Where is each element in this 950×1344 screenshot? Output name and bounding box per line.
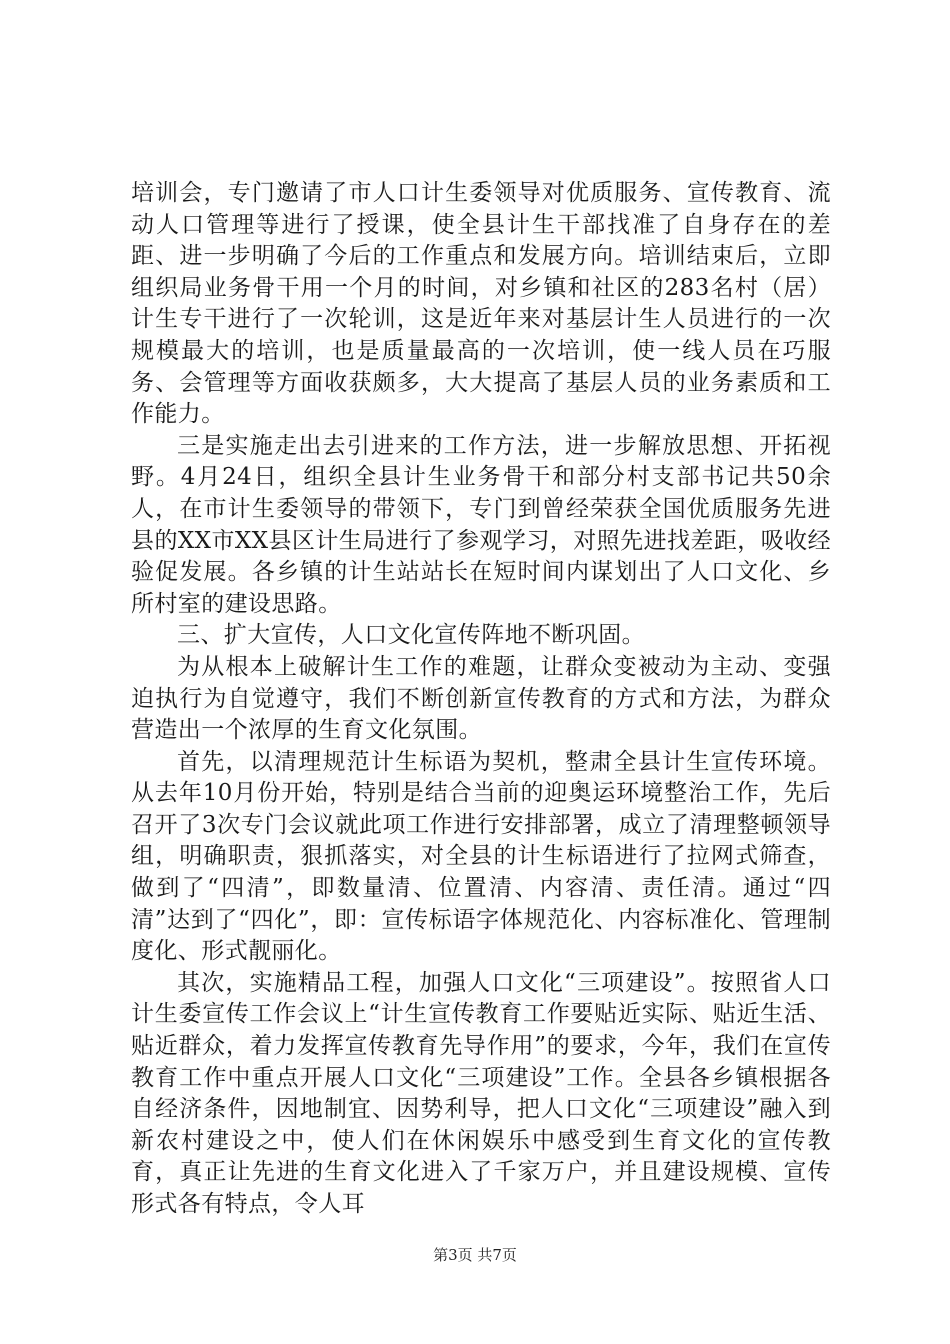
page-number-footer: 第3页 共7页 — [433, 1246, 517, 1264]
paragraph-1: 培训会，专门邀请了市人口计生委领导对优质服务、宣传教育、流动人口管理等进行了授课，使全县计生干部找准了自身存在的差距、进一步明确了今后的工作重点和发展方向。培训结束后，立即组织局业务骨干用一个月的时间，对乡镇和社区的283名村（居）计生专干进行了一次轮训，这是近年来对基层计生人员进行的一次规模最大的培训，也是质量最高的一次培训，使一线人员在巧服务、会管理等方面收获颇多，大大提高了基层人员的业务素质和工作能力。 — [131, 180, 831, 428]
paragraph-4: 首先，以清理规范计生标语为契机，整肃全县计生宣传环境。从去年10月份开始，特别是结合当前的迎奥运环境整治工作，先后召开了3次专门会议就此项工作进行安排部署，成立了清理整顿领导组，明确职责，狠抓落实，对全县的计生标语进行了拉网式筛查，做到了“四清”，即数量清、位置清、内容清、责任清。通过“四清”达到了“四化”，即：宣传标语字体规范化、内容标准化、管理制度化、形式靓丽化。 — [131, 748, 831, 965]
paragraph-3: 为从根本上破解计生工作的难题，让群众变被动为主动、变强迫执行为自觉遵守，我们不断创新宣传教育的方式和方法，为群众营造出一个浓厚的生育文化氛围。 — [131, 653, 831, 744]
document-body — [131, 178, 831, 1221]
section-heading: 三、扩大宣传，人口文化宣传阵地不断巩固。 — [177, 622, 645, 649]
paragraph-2: 三是实施走出去引进来的工作方法，进一步解放思想、开拓视野。4月24日，组织全县计生业务骨干和部分村支部书记共50余人，在市计生委领导的带领下，专门到曾经荣获全国优质服务先进县的XX市XX县区计生局进行了参观学习，对照先进找差距，吸收经验促发展。各乡镇的计生站站长在短时间内谋划出了人口文化、乡所村室的建设思路。 — [131, 432, 831, 617]
paragraph-5: 其次，实施精品工程，加强人口文化“三项建设”。按照省人口计生委宣传工作会议上“计生宣传教育工作要贴近实际、贴近生活、贴近群众，着力发挥宣传教育先导作用”的要求，今年，我们在宣传教育工作中重点开展人口文化“三项建设”工作。全县各乡镇根据各自经济条件，因地制宜、因势利导，把人口文化“三项建设”融入到新农村建设之中，使人们在休闲娱乐中感受到生育文化的宣传教育，真正让先进的生育文化进入了千家万户，并且建设规模、宣传形式各有特点，令人耳 — [131, 969, 831, 1217]
